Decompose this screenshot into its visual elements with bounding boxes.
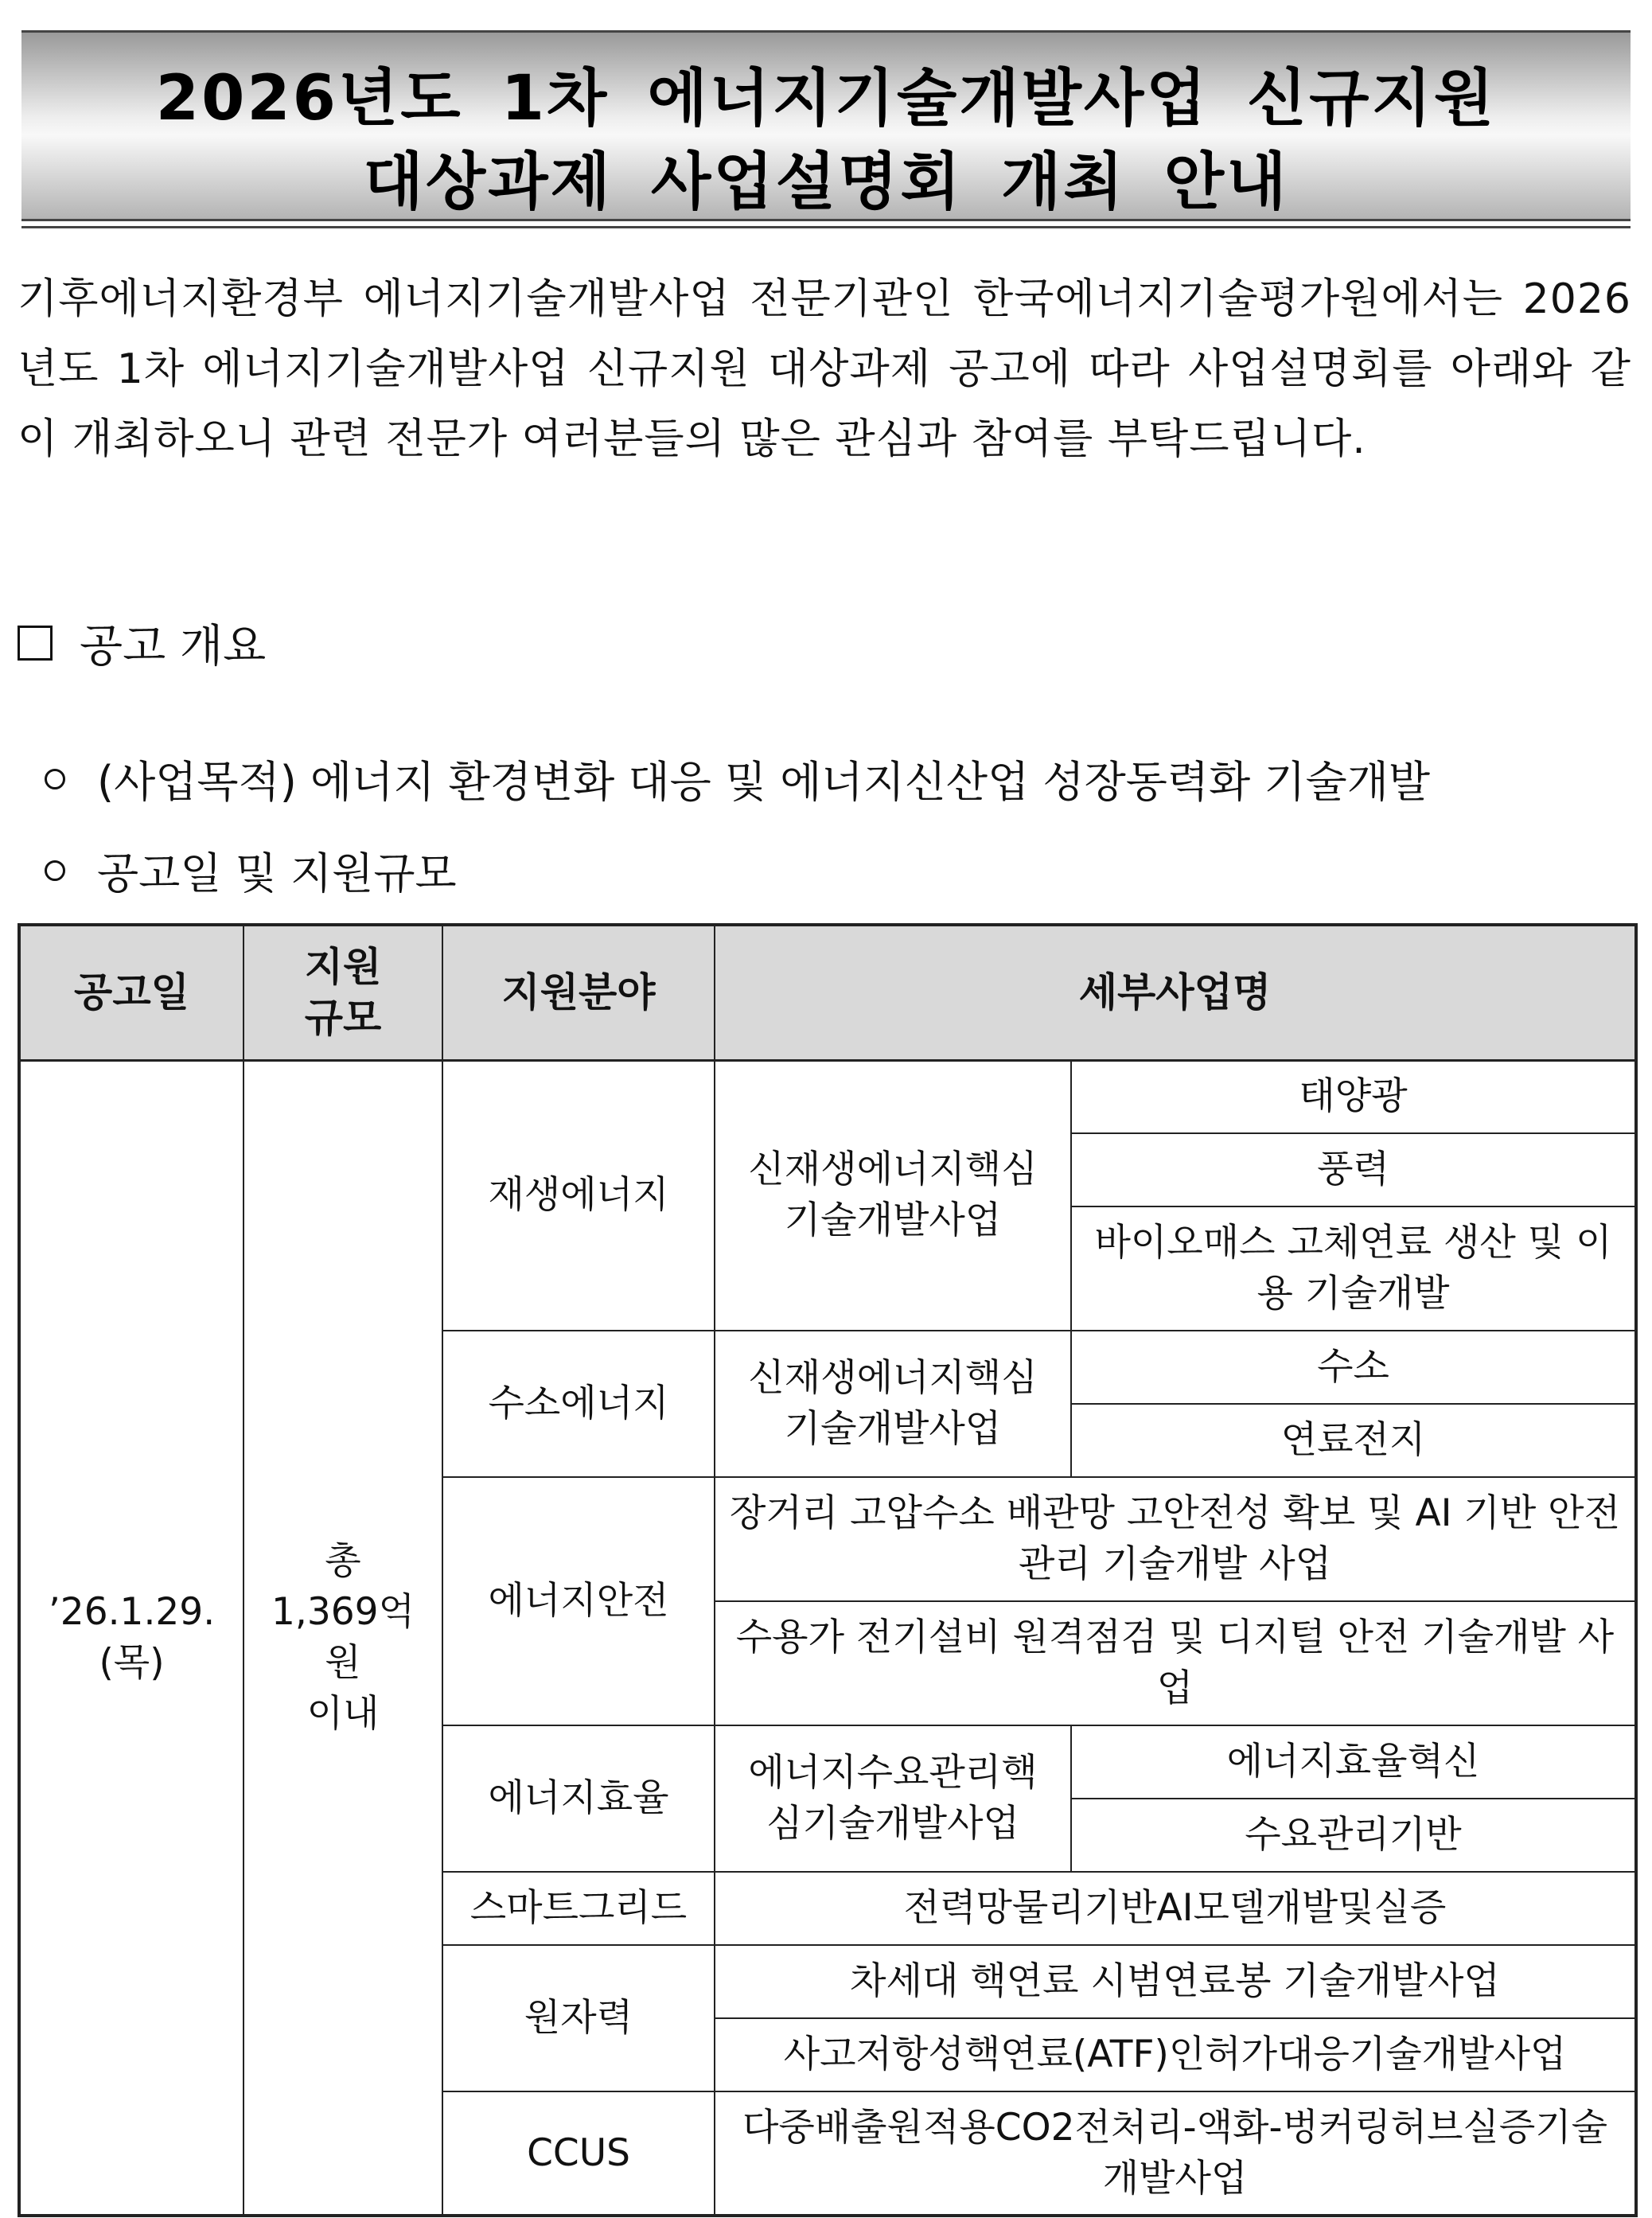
- title-line-2: 대상과제 사업설명회 개최 안내: [363, 146, 1289, 218]
- program-fuel-cell: 연료전지: [1071, 1404, 1636, 1477]
- program-demand-base: 수요관리기반: [1071, 1799, 1636, 1872]
- field-ccus: CCUS: [442, 2091, 715, 2216]
- program-smartgrid: 전력망물리기반AI모델개발및실증: [715, 1872, 1636, 1945]
- scale-line-1: 총: [325, 1538, 361, 1583]
- header-scale-line-1: 지원: [304, 944, 382, 991]
- bullet-text: 공고일 및 지원규모: [97, 848, 457, 899]
- program-nuclear-1: 차세대 핵연료 시범연료봉 기술개발사업: [715, 1945, 1636, 2018]
- section-label: 공고 개요: [80, 621, 267, 672]
- header-program: 세부사업명: [715, 925, 1636, 1060]
- bullet-text: (사업목적) 에너지 환경변화 대응 및 에너지신산업 성장동력화 기술개발: [97, 757, 1431, 807]
- title-line-1: 2026년도 1차 에너지기술개발사업 신규지원: [155, 63, 1497, 134]
- section-heading: [18, 611, 266, 675]
- program-biomass: 바이오매스 고체연료 생산 및 이용 기술개발: [1071, 1206, 1636, 1331]
- program-safety-1: 장거리 고압수소 배관망 고안전성 확보 및 AI 기반 안전관리 기술개발 사업: [715, 1477, 1636, 1601]
- program-table: [18, 923, 1638, 2217]
- header-scale: [244, 925, 442, 1060]
- table-row: [19, 1060, 1636, 1133]
- header-field: 지원분야: [442, 925, 715, 1060]
- header-date: 공고일: [19, 925, 244, 1060]
- intro-paragraph: 기후에너지환경부 에너지기술개발사업 전문기관인 한국에너지기술평가원에서는 2026년도 1차 에너지기술개발사업 신규지원 대상과제 공고에 따라 사업설명회를 아래와 같이 개최하오니 관련 전문가 여러분들의 많은 관심과 참여를 부탁드립니다.: [18, 275, 1631, 463]
- circle-bullet-icon: [45, 860, 65, 881]
- scale-line-3: 이내: [306, 1691, 380, 1736]
- program-solar: 태양광: [1071, 1060, 1636, 1133]
- announce-date: ’26.1.29.(목): [19, 1060, 244, 2216]
- program-efficiency-innovation: 에너지효율혁신: [1071, 1725, 1636, 1799]
- field-renewable: 재생에너지: [442, 1060, 715, 1331]
- program-nuclear-2: 사고저항성핵연료(ATF)인허가대응기술개발사업: [715, 2018, 1636, 2091]
- field-safety: 에너지안전: [442, 1477, 715, 1725]
- program-safety-2: 수용가 전기설비 원격점검 및 디지털 안전 기술개발 사업: [715, 1601, 1636, 1725]
- title-banner: [21, 30, 1631, 221]
- program-renewable-core: 신재생에너지핵심 기술개발사업: [715, 1060, 1071, 1331]
- program-ccus: 다중배출원적용CO2전처리-액화-벙커링허브실증기술 개발사업: [715, 2091, 1636, 2216]
- field-hydrogen: 수소에너지: [442, 1331, 715, 1477]
- program-hydrogen: 수소: [1071, 1331, 1636, 1404]
- field-efficiency: 에너지효율: [442, 1725, 715, 1872]
- header-scale-line-2: 규모: [304, 995, 382, 1042]
- program-wind: 풍력: [1071, 1133, 1636, 1206]
- program-demand-core: 에너지수요관리핵 심기술개발사업: [715, 1725, 1071, 1872]
- field-smartgrid: 스마트그리드: [442, 1872, 715, 1945]
- bullet-purpose: [45, 748, 1430, 809]
- circle-bullet-icon: [45, 769, 65, 789]
- bullet-date-scale: [45, 840, 457, 901]
- scale-line-2: 1,369억원: [271, 1589, 415, 1685]
- support-scale: [244, 1060, 442, 2216]
- square-bullet-icon: [18, 626, 53, 661]
- field-nuclear: 원자력: [442, 1945, 715, 2091]
- program-renewable-core-2: 신재생에너지핵심 기술개발사업: [715, 1331, 1071, 1477]
- table-header-row: [19, 925, 1636, 1060]
